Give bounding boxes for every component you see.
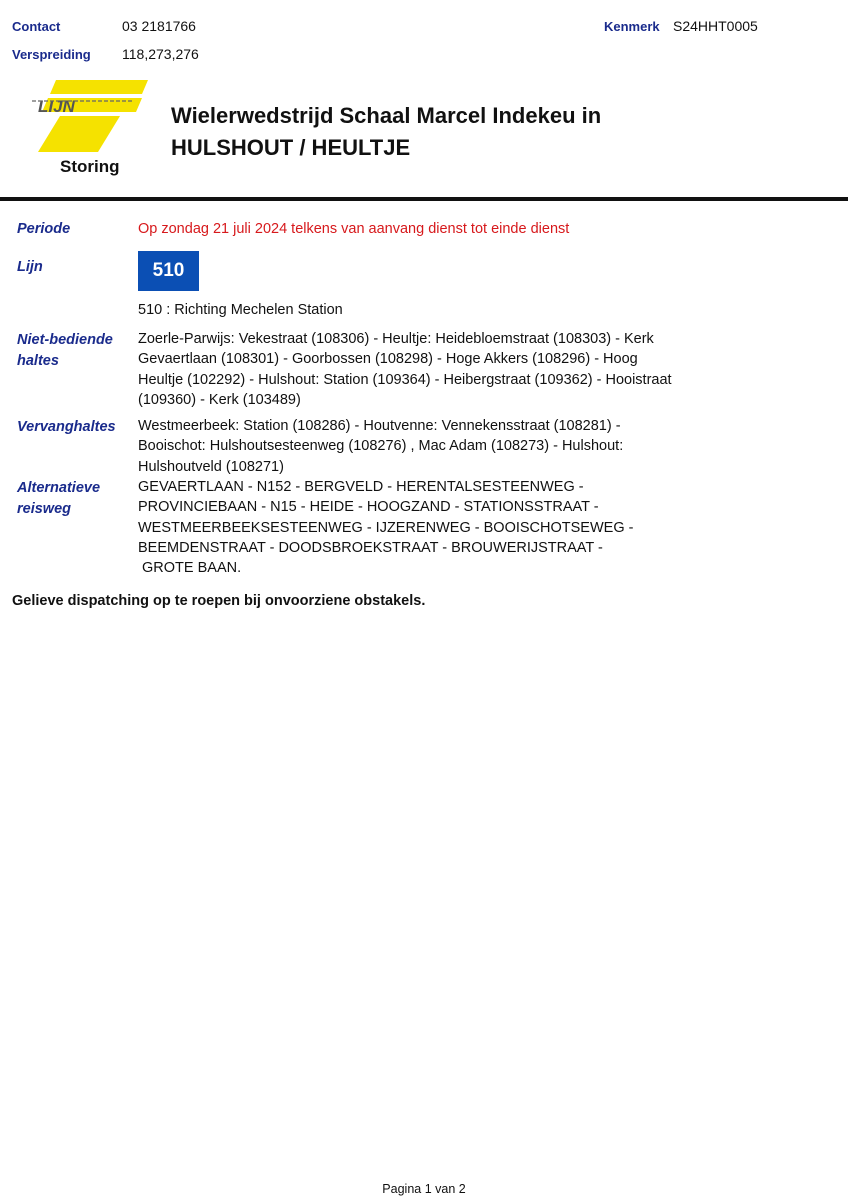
vervanghaltes-line: Hulshoutveld (108271) xyxy=(138,458,284,475)
periode-label: Periode xyxy=(17,221,71,237)
verspreiding-value: 118,273,276 xyxy=(122,46,199,62)
alternatieve-line: BEEMDENSTRAAT - DOODSBROEKSTRAAT - BROUWERIJSTRAAT - xyxy=(138,539,603,556)
vervanghaltes-line: Westmeerbeek: Station (108286) - Houtvenne: Vennekensstraat (108281) - xyxy=(138,418,621,434)
alternatieve-line: WESTMEERBEEKSESTEENWEG - IJZERENWEG - BOOISCHOTSEWEG - xyxy=(138,519,634,536)
vervanghaltes-value xyxy=(138,416,728,477)
title-line-2: HULSHOUT / HEULTJE xyxy=(171,135,411,160)
niet-bediende-label-line-2: haltes xyxy=(17,352,59,369)
alternatieve-reisweg-label xyxy=(17,478,100,519)
niet-bediende-line: (109360) - Kerk (103489) xyxy=(138,391,301,408)
contact-value: 03 2181766 xyxy=(122,18,196,34)
page-title xyxy=(171,100,771,164)
lijn-label: Lijn xyxy=(17,259,43,275)
periode-value: Op zondag 21 juli 2024 telkens van aanvang dienst tot einde dienst xyxy=(138,221,570,237)
alternatieve-line: GROTE BAAN. xyxy=(138,560,242,577)
niet-bediende-line: Gevaertlaan (108301) - Goorbossen (108298) - Hoge Akkers (108296) - Hoog xyxy=(138,351,638,368)
niet-bediende-label-line-1: Niet-bediende xyxy=(17,332,113,348)
verspreiding-label: Verspreiding xyxy=(12,47,91,62)
vervanghaltes-line: Booischot: Hulshoutsesteenweg (108276) , Mac Adam (108273) - Hulshout: xyxy=(138,438,624,455)
dispatching-note: Gelieve dispatching op te roepen bij onvoorziene obstakels. xyxy=(12,593,426,609)
alternatieve-label-line-2: reisweg xyxy=(17,500,71,517)
alternatieve-line: PROVINCIEBAAN - N15 - HEIDE - HOOGZAND - STATIONSSTRAAT - xyxy=(138,499,599,516)
line-direction: 510 : Richting Mechelen Station xyxy=(138,302,343,318)
niet-bediende-line: Zoerle-Parwijs: Vekestraat (108306) - Heultje: Heidebloemstraat (108303) - Kerk xyxy=(138,331,654,347)
alternatieve-label-line-1: Alternatieve xyxy=(17,480,101,496)
niet-bediende-label xyxy=(17,330,113,371)
line-number-badge[interactable]: 510 xyxy=(138,251,199,291)
alternatieve-line: GEVAERTLAAN - N152 - BERGVELD - HERENTALSESTEENWEG - xyxy=(138,479,584,495)
title-line-1: Wielerwedstrijd Schaal Marcel Indekeu in xyxy=(171,103,602,128)
header-divider xyxy=(0,197,848,201)
kenmerk-label: Kenmerk xyxy=(604,19,660,34)
logo-subtitle: Storing xyxy=(60,157,120,176)
niet-bediende-line: Heultje (102292) - Hulshout: Station (109364) - Heibergstraat (109362) - Hooistraat xyxy=(138,371,672,388)
kenmerk-value: S24HHT0005 xyxy=(673,18,758,34)
vervanghaltes-label: Vervanghaltes xyxy=(17,419,116,435)
alternatieve-reisweg-value xyxy=(138,477,728,578)
page-number: Pagina 1 van 2 xyxy=(382,1182,466,1196)
contact-label: Contact xyxy=(12,19,61,34)
svg-text:LIJN: LIJN xyxy=(38,97,75,116)
de-lijn-logo xyxy=(30,80,150,152)
niet-bediende-value xyxy=(138,329,728,410)
